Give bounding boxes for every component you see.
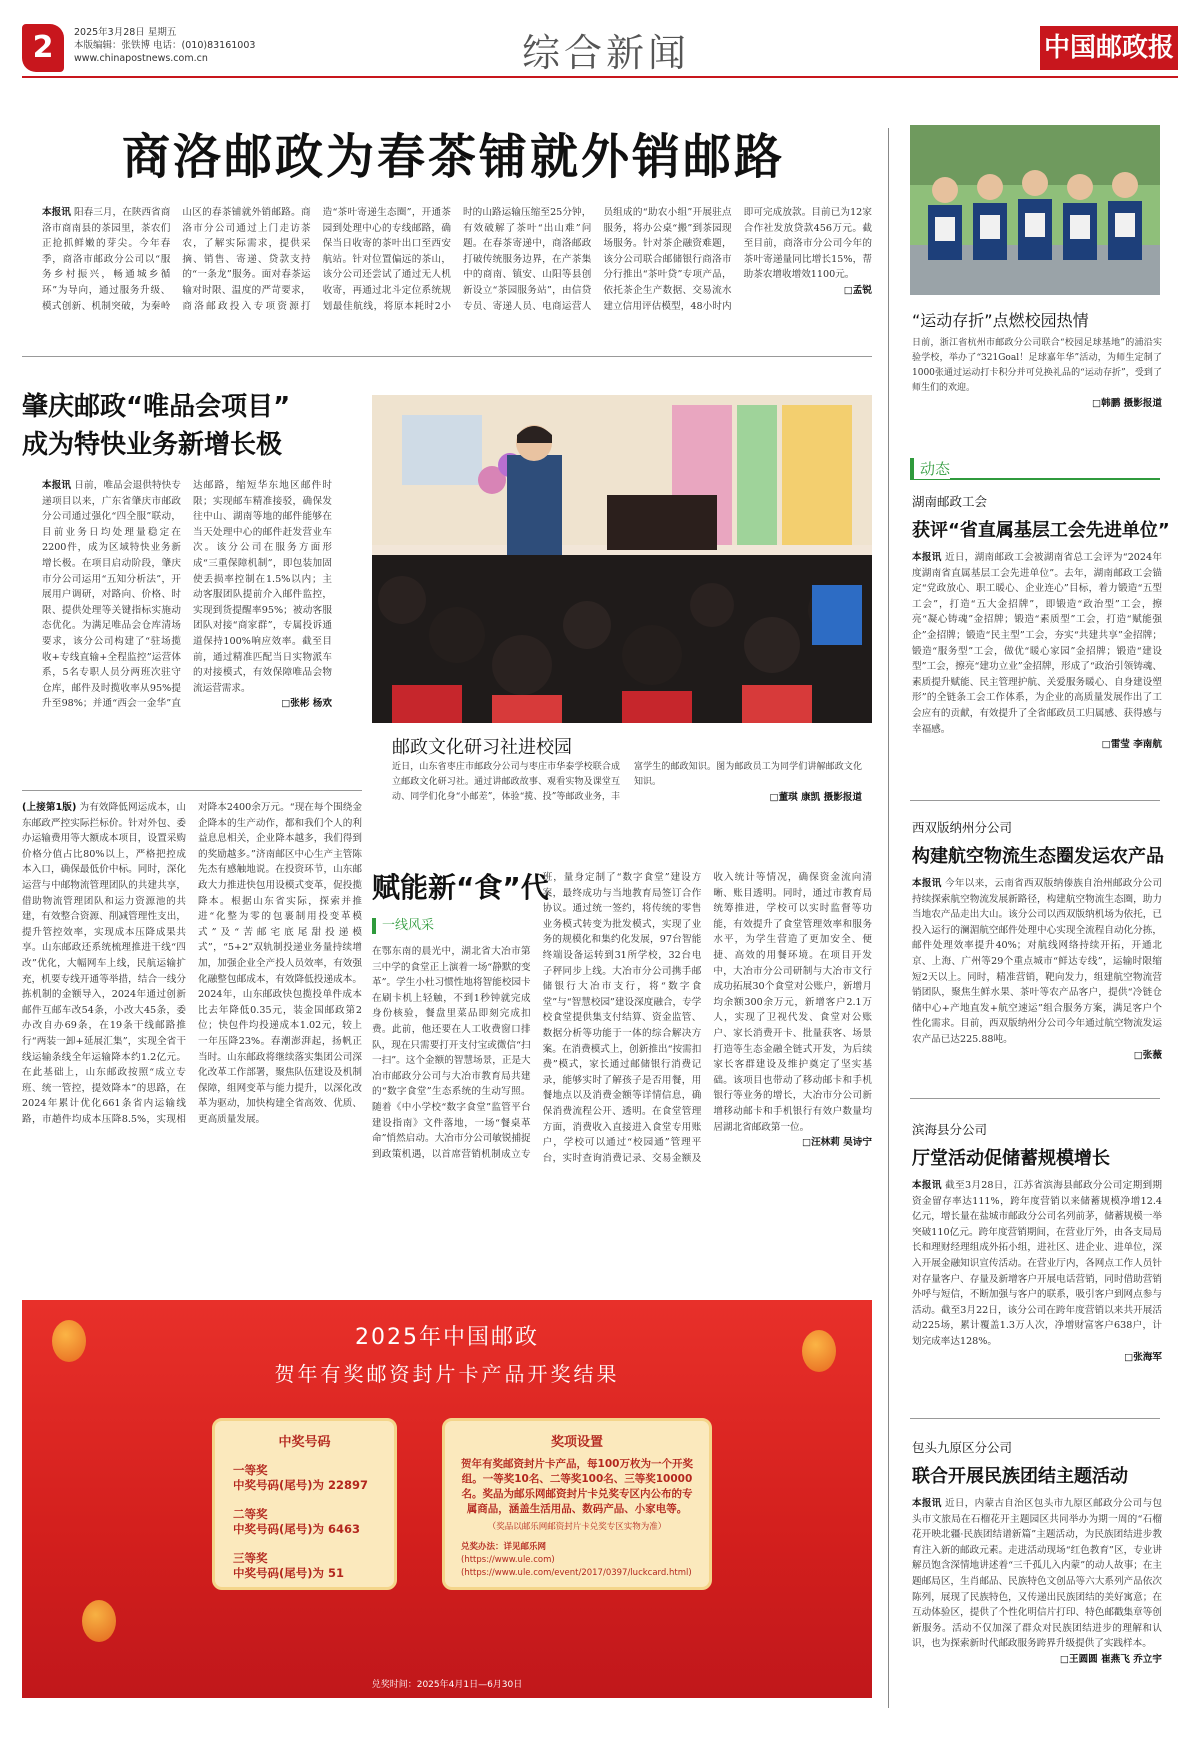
lantern-icon	[82, 1600, 116, 1642]
continued-label: (上接第1版)	[22, 802, 77, 813]
baotou-byline: □王圆圆 崔燕飞 乔立宇	[1059, 1653, 1162, 1665]
zhaoqing-lead-label: 本报讯	[42, 480, 72, 491]
zhaoqing-body-text: 日前，唯品会退供特快专递项目以来，广东省肇庆市邮政分公司通过强化“四全服”联动，目前业务日均处理量稳定在2200件，成为区域特快业务新增长极。在项目启动阶段，肇庆市分公司运用“五知分析法”，开展用户调研，对路向、价格、时限、提供处理等关键指标实施动态优化。为满足唯品会仓库清场要求，该分公司构建了“驻场揽收+专线直输+全程监控”运营体系，5名专职人员分两班次驻守仓库，邮件及时揽收率从95%提升至98%；并通“西会一金华”直达邮路，缩短华东地区邮件时限；实现邮车精准接驳，确保发往中山、湖南等地的邮件能够在当天处理中心的邮件赶发营业车次。该分公司在服务方面形成“三重保障机制”，即包装加固使丢损率控制在1.5%以内；主动客服团队提前介入邮件监控，实现到货提醒率95%；被动客服团队对接“商家群”，专属投诉通道保持100%响应效率。截至目前，通过精准匹配当日实物派车的对接模式，有效保障唯品会物流运营需求。	[42, 480, 332, 710]
food-body-text: 在鄂东南的晨光中，湖北省大冶市第三中学的食堂正上演着一场“静默的变革”。学生小杜习惯性地将智能校园卡在刷卡机上轻触，不到1秒钟就完成身份核验，餐盘里菜品即刻完成扣费。此前，他还要在人工收费窗口排队，现在只需要打开支付宝或微信“扫一扫”。这个金额的智慧场景，正是大冶市邮政分公司与大冶市教育局共建的“数字食堂”生态系统的生动写照。随着《中小学校“数字食堂”监管平台建设指南》文件落地，一场“餐桌革命”悄然启动。大冶市分公司敏锐捕捉到政策机遇，以首席营销机制成立专班，量身定制了“数字食堂”建设方案，最终成功与当地教育局签订合作协议。通过统一签约，将传统的零售业务模式转变为批发模式，实现了业务的规模化和集约化发展，97台智能终端设备运转到31所学校，32台电子秤同步上线。大冶市分公司携手邮储银行大冶市支行，将“数字食堂”与“智慧校园”建设深度融合，专学校食堂提供集支付结算、资金监管、数据分析等功能于一体的综合解决方案。在消费模式上，创新推出“按需扣费”模式，家长通过邮储银行消费记录，能够实时了解孩子是否用餐，用餐地点以及消费金额等详情信息，确保消费流程公开、透明。在食堂管理方面，消费收入直接进入食堂专用账户，学校可以通过“校园通”管理平台，实时查询消费记录、交易金额及收入统计等情况，确保资金流向清晰、账目透明。同时，通过市教育局统筹推进，学校可以实时监督等功能，有效提升了食堂管理效率和服务水平，为学生营造了更加安全、便捷、高效的用餐环境。在项目开发中，大冶市分公司研制与大冶市文行成功拓展30个食堂对公账户，新增月均余额300余万元，新增客户2.1万人，实现了卫视代发、食堂对公账户、家长消费开卡、批量获客、场景打造等生态金融全链式开发，为后续家长客群建设及维护奠定了坚实基础。该项目也带动了移动邮卡和手机银行等业务的增长，大冶市分公司新增移动邮卡和手机银行有效户数量均居湖北省邮政第一位。	[372, 872, 872, 1164]
hunan-lead-label: 本报讯	[912, 552, 942, 563]
column-label-yixian: 一线风采	[372, 918, 502, 934]
binhai-body-text: 截至3月28日，江苏省滨海县邮政分公司定期到期资金留存率达111%，跨年度营销以来储蓄规模净增12.4亿元，增长量在盐城市邮政分公司名列前茅，储蓄规模一举突破110亿元。跨年度营销期间，在营业厅外，由各支局局长和理财经理组成外拓小组，进社区、进企业、进单位，深入开展金融知识宣传活动。在营业厅内，各网点工作人员针对存量客户、存量及新增客户开展电话营销，同时借助营销外呼与短信，不断加强与客户的联系，吸引客户到网点参与活动。截至3月22日，该分公司在跨年度营销以来共开展活动225场，累计覆盖1.3万人次，净增财富客户638户，计划完成率达128%。	[912, 1180, 1162, 1347]
third-prize	[233, 1551, 344, 1581]
food-headline: 赋能新“食”代	[372, 871, 549, 904]
divider	[910, 1418, 1160, 1419]
third-prize-number: 中奖号码(尾号)为 51	[233, 1566, 345, 1580]
prize-rules-panel	[442, 1418, 712, 1590]
newspaper-logo: 中国邮政报	[1040, 26, 1178, 70]
second-prize-level: 二等奖	[233, 1507, 268, 1521]
second-prize-number: 中奖号码(尾号)为 6463	[233, 1522, 361, 1536]
binhai-article-body	[912, 1178, 1162, 1404]
winning-numbers-panel	[212, 1418, 397, 1590]
masthead	[22, 18, 1178, 78]
hunan-byline: □雷莹 李南航	[1101, 739, 1162, 751]
page-number: 2	[22, 24, 64, 72]
dongtai-header	[910, 458, 1160, 480]
students-illustration	[910, 125, 1160, 295]
divider	[22, 356, 872, 357]
food-article-body	[372, 870, 872, 1260]
baotou-lead-label: 本报讯	[912, 1498, 942, 1509]
second-prize	[233, 1507, 360, 1537]
redeem-info	[461, 1541, 693, 1580]
hunan-body-text: 近日，湖南邮政工会被湖南省总工会评为“2024年度湖南省直属基层工会先进单位”。去年，湖南邮政工会锚定“党政放心、职工暖心、企业连心”目标，着力锻造“五型工会”，打造“五大金招牌”，即锻造“政治型”工会，擦亮“凝心铸魂”金招牌；锻造“素质型”工会，打造“赋能强企”金招牌；锻造“民主型”工会，夯实“共建共享”金招牌；锻造“服务型”工会，做优“暖心家园”金招牌；锻造“建设型”工会，擦亮“建功立业”金招牌，形成了“政治引领铸魂、素质提升赋能、民主管理护航、关爱服务暖心、自身建设塑形”的全链条工会工作体系，为企业的高质量发展作出了工会应有的贡献，有效提升了全省邮政员工归属感、获得感与幸福感。	[912, 552, 1162, 735]
column-divider	[888, 128, 889, 1708]
ad-title-line2: 贺年有奖邮资封片卡产品开奖结果	[274, 1362, 620, 1386]
date-line: 2025年3月28日 星期五	[74, 27, 177, 38]
campus-caption-body	[392, 760, 862, 824]
dongtai-label: 动态	[910, 458, 950, 479]
first-prize	[233, 1463, 368, 1493]
food-byline: □汪林莉 吴诗宁	[802, 1137, 872, 1149]
divider	[910, 1098, 1160, 1099]
hunan-article-body	[912, 550, 1162, 770]
section-title: 综合新闻	[522, 31, 691, 75]
hunan-kicker: 湖南邮政工会	[912, 494, 988, 509]
baotou-body-text: 近日，内蒙古自治区包头市九原区邮政分公司与包头市文旅局在石榴花开主题园区共同举办为期一周的“石榴花开映北疆·民族团结谱新篇”主题活动，为民族团结进步教育注入新的邮政元素。走进活动现场“红色教育”区，专业讲解员饱含深情地讲述着“三千孤儿入内蒙”的动人故事；在主题邮局区，生肖邮品、民族特色文创品等六大系列产品依次陈列，展现了民族特色，又传递出民族团结的美好寓意；在互动体验区，提供了个性化明信片打印、特色邮戳集章等创新服务。活动不仅加深了群众对民族团结进步的理解和认识，也为探索新时代邮政服务跨界升级提供了实践样本。	[912, 1498, 1162, 1650]
lead-article-body	[42, 205, 872, 345]
prize-rules-note: （奖品以邮乐网邮资封片卡兑奖专区实物为准）	[487, 1522, 667, 1532]
ad-title-line1: 2025年中国邮政	[355, 1325, 539, 1350]
lead-body-text: 阳春三月，在陕西省商洛市商南县的茶园里，茶农们正抢抓鲜嫩的芽尖。今年春季，商洛市邮政分公司以“服务乡村振兴，畅通城乡循环”为导向，通过服务升级、模式创新、机制突破，为秦岭山区的春茶铺就外销邮路。商洛市分公司通过上门走访茶农，了解实际需求，提供采摘、销售、寄递、贷款支持的“一条龙”服务。面对春茶运输对时限、温度的严苛要求，商洛邮政投入专项资源打造“茶叶寄递生态圈”，开通茶园到处理中心的专线邮路，确保当日收寄的茶叶出口至西安航站。针对位置偏远的茶山，该分公司还尝试了通过无人机收寄，再通过北斗定位系统规划最佳航线，将原本耗时2小时的山路运输压缩至25分钟，有效破解了茶叶“出山难”问题。在春茶寄递中，商洛邮政打破传统服务边界，在产茶集中的商南、镇安、山阳等县创新设立“茶园服务站”，由信贷专员、寄递人员、电商运营人员组成的“助农小组”开展驻点服务，将办公桌“搬”到茶园现场服务。针对茶企融资难题，该分公司联合邮储银行商洛市分行推出“茶叶贷”专项产品，依托茶企生产数据、交易流水建立信用评估模型，48小时内即可完成放款。目前已为12家合作社发放贷款456万元。截至目前，商洛市分公司今年的茶叶寄递量同比增长15%，帮助茶农增收增效1100元。	[42, 207, 872, 312]
masthead-info	[74, 26, 255, 65]
editor-line: 本版编辑：张铁博 电话：(010)83161003	[74, 40, 256, 51]
zhaoqing-headline-line1: 肇庆邮政“唯品会项目”	[22, 392, 291, 422]
zhaoqing-headline	[22, 388, 342, 464]
xishuang-byline: □张薇	[1133, 1049, 1162, 1061]
campus-byline: □董琪 康凯 摄影报道	[769, 792, 862, 803]
lead-label: 本报讯	[42, 207, 71, 218]
binhai-headline: 厅堂活动促储蓄规模增长	[912, 1148, 1110, 1169]
redeem-label: 兑奖办法：详见邮乐网	[461, 1542, 547, 1552]
hunan-headline: 获评“省直属基层工会先进单位”	[912, 520, 1170, 541]
lead-byline: □孟锐	[843, 284, 872, 296]
first-prize-level: 一等奖	[233, 1463, 268, 1477]
prize-rules-title: 奖项设置	[550, 1435, 603, 1450]
continued-body-text: 为有效降低网运成本，山东邮政严控实际拦标价。针对外包、委办运输费用等大额成本项目，设置采购价格分值占比80%以上，严格把控成本入口，确保最低价中标。同时，深化运营与中邮物流管理团队的共建共享，借助物流管理团队和运力资源池的共建，有效整合资源、削减管理性支出，提升管控效率，实现成本压降成果共享。山东邮政还系统梳理推进干线“四改”优化，大幅网车上线，民航运输扩充，机要专线开通等举措，结合一线分拣机制的金额导入，2024年通过创新邮件互邮车改54条，小改大45条，委办改自办69条，在19条干线邮路推行“两装一卸+延展汇集”，实现全省干线运输条线全年运输降本约1.2亿元。在此基础上，山东邮政按照“成立专班、统一管控，提效降本”的思路，在2024年累计优化661条省内运输线路，市趟件均成本压降8.5%，实现相对降本2400余万元。“现在每个围绕金企降本的生产动作，都和我们个人的利益息息相关，企业降本越多，我们得到的奖励越多。”济南邮区中心生产主管陈先杰有感触地说。在投资环节，山东邮政大力推进快包用设模式变革，促投揽降本。根据山东省实际，探索并推进“化整为零的包裹制用投变革模式”及“苦邮宅底尾甜投递模式”，“5+2”双轨制投递业务量持续增加，加强企业全产投人员效率，有效强化融整包邮成本，有效降低投递成本。2024年，山东邮政快包揽投单件成本比去年降低0.35元，装金国邮政第2位；快包件均投递成本1.02元，较上一年压降23%。春潮澎湃起，扬帆正当时。山东邮政将继续落实集团公司深化改革工作部署，聚焦队伍建设及机制保障，组网变革与能力提升，以深化改革为驱动，加快构建全省高效、优质、更高质量发展。	[22, 802, 362, 1125]
campus-photo	[372, 395, 872, 723]
divider	[910, 800, 1160, 801]
first-prize-number: 中奖号码(尾号)为 22897	[233, 1478, 369, 1492]
campus-caption-text: 近日，山东省枣庄市邮政分公司与枣庄市华泰学校联合成立邮政文化研习社。通过讲邮政故事、观看实物及课堂互动、同学们化身“小邮差”，体验“揽、投”等邮政业务，丰富学生的邮政知识。图为邮政员工为同学们讲解邮政文化知识。	[392, 762, 862, 802]
zhaoqing-article-body	[42, 478, 332, 746]
xishuang-kicker: 西双版纳州分公司	[912, 820, 1013, 835]
baotou-headline: 联合开展民族团结主题活动	[912, 1466, 1128, 1487]
website-link[interactable]: www.chinapostnews.com.cn	[74, 53, 208, 64]
binhai-byline: □张海军	[1124, 1351, 1162, 1363]
zhaoqing-byline: □张彬 杨欢	[281, 698, 332, 710]
sports-byline: □韩鹏 摄影报道	[1092, 398, 1162, 408]
baotou-article-body	[912, 1496, 1162, 1702]
redeem-url-2[interactable]: (https://www.ule.com/event/2017/0397/luckcard.html)	[461, 1568, 692, 1578]
binhai-kicker: 滨海县分公司	[912, 1122, 988, 1137]
sports-photo	[910, 125, 1160, 295]
divider	[22, 790, 362, 791]
winning-numbers-title: 中奖号码	[278, 1435, 331, 1450]
third-prize-level: 三等奖	[233, 1551, 268, 1565]
xishuang-article-body	[912, 876, 1162, 1088]
food-title-spacer	[372, 870, 531, 944]
sports-caption-body	[912, 336, 1162, 408]
binhai-lead-label: 本报讯	[912, 1180, 942, 1191]
sports-caption-title: “运动存折”点燃校园热情	[912, 311, 1089, 330]
redeem-period: 兑奖时间：2025年4月1日—6月30日	[371, 1680, 523, 1690]
xishuang-lead-label: 本报讯	[912, 878, 942, 889]
zhaoqing-headline-line2: 成为特快业务新增长极	[22, 430, 283, 460]
sports-caption-text: 日前，浙江省杭州市邮政分公司联合“校园足球基地”的浦沿实验学校，举办了“321Goal！足球嘉年华”活动，为师生定制了1000张通过运动打卡积分并可兑换礼品的“运动存折”，受到了师生们的欢迎。	[912, 338, 1162, 393]
lead-headline: 商洛邮政为春茶铺就外销邮路	[122, 129, 786, 185]
campus-caption-title: 邮政文化研习社进校园	[392, 737, 572, 758]
xishuang-headline: 构建航空物流生态圈发运农产品	[912, 846, 1164, 867]
continued-article-body	[22, 800, 362, 1260]
redeem-url-1[interactable]: (https://www.ule.com)	[461, 1555, 555, 1565]
classroom-illustration	[372, 395, 872, 723]
lottery-ad	[22, 1300, 872, 1698]
baotou-kicker: 包头九原区分公司	[912, 1440, 1013, 1455]
xishuang-body-text: 今年以来，云南省西双版纳傣族自治州邮政分公司持续探索航空物流发展新路径，构建航空物流生态圈，助力当地农产品走出大山。该分公司以西双版纳机场为依托，已投入运行的澜湄航空邮件处理中心实现全流程自动化分拣，邮件处理效率提升40%；对航线网络持续开拓，开通北京、上海、广州等29个重点城市“鲜达专线”，运输时限缩短2天以上。同时，精准营销，靶向发力，组建航空物流营销团队，聚焦生鲜水果、茶叶等农产品客户，提供“冷链仓储中心+产地直发+航空速运”组合服务方案，满足客户个性化需求。目前，西双版纳州分公司今年通过航空物流发运农产品已达225.88吨。	[912, 878, 1162, 1045]
prize-rules-text: 贺年有奖邮资封片卡产品，每100万枚为一个开奖组。一等奖10名、二等奖100名、三等奖10000名。奖品为邮乐网邮资封片卡兑奖专区内公布的专属商品，涵盖生活用品、数码产品、小家电等。	[461, 1458, 693, 1515]
